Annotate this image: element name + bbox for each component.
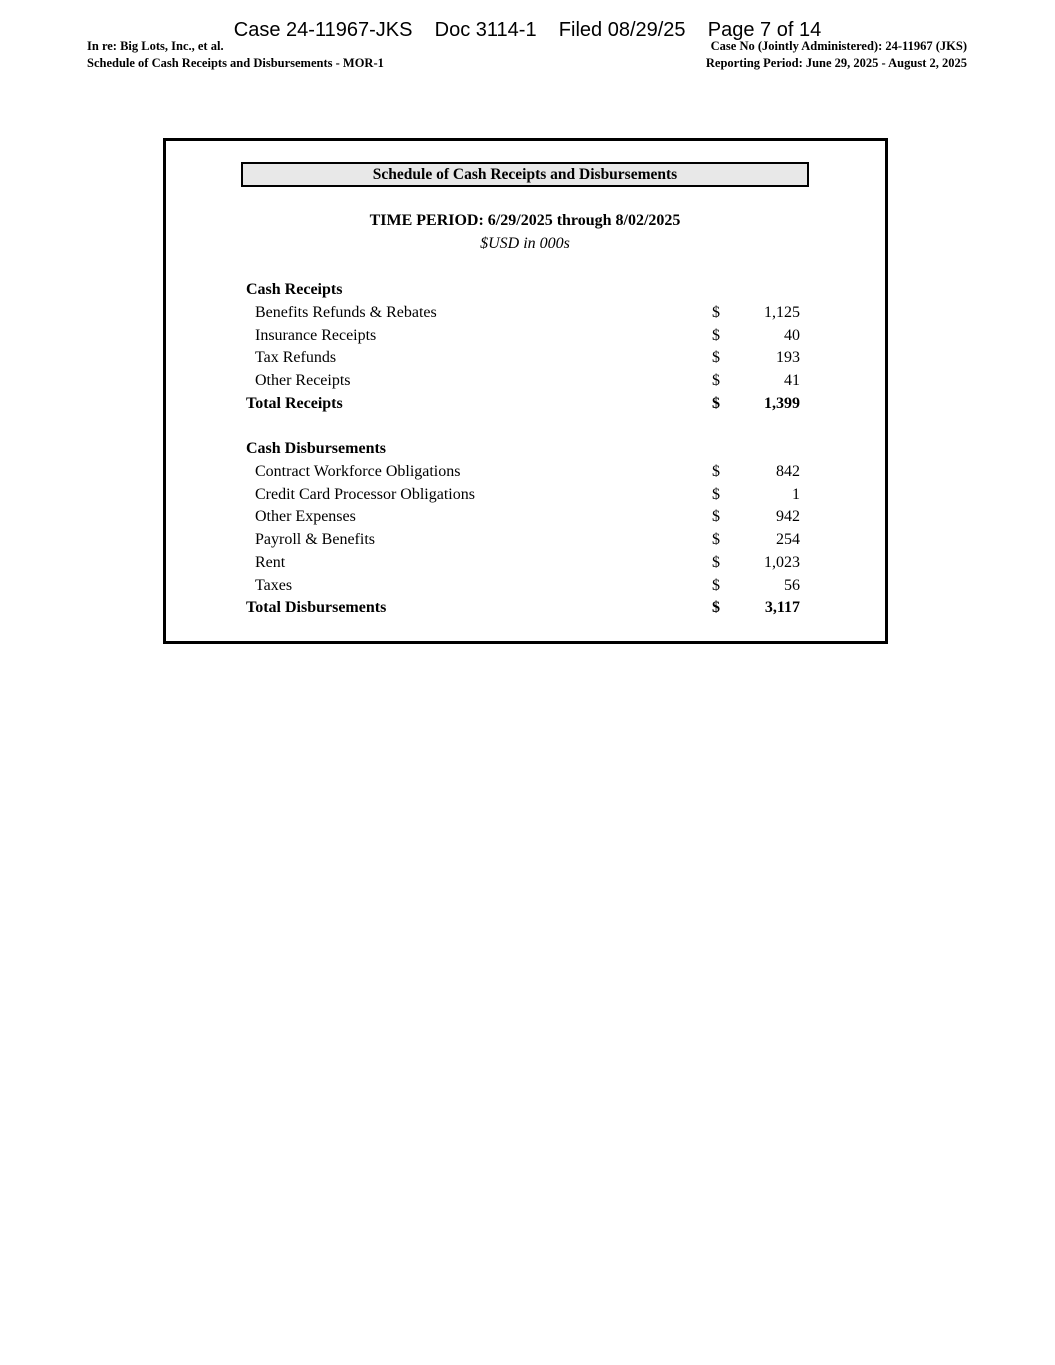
currency-symbol: $ xyxy=(712,304,720,321)
disbursements-heading: Cash Disbursements xyxy=(246,440,387,457)
currency-symbol: $ xyxy=(712,554,720,571)
header-right xyxy=(706,38,967,72)
line-item-amount: 942 xyxy=(776,508,800,525)
currency-symbol: $ xyxy=(712,327,720,344)
total-receipts-label: Total Receipts xyxy=(246,395,343,412)
header-left xyxy=(87,38,384,72)
time-period: TIME PERIOD: 6/29/2025 through 8/02/2025 xyxy=(369,212,681,229)
document-title: Schedule of Cash Receipts and Disbursements - MOR-1 xyxy=(87,56,384,70)
receipts-heading: Cash Receipts xyxy=(246,281,343,298)
line-item-amount: 193 xyxy=(776,349,800,366)
total-disbursements-row xyxy=(246,596,802,619)
case-number: Case No (Jointly Administered): 24-11967 (JKS) xyxy=(710,39,967,53)
line-item-amount: 842 xyxy=(776,463,800,480)
line-item-label: Credit Card Processor Obligations xyxy=(255,486,475,503)
line-item-amount: 56 xyxy=(784,577,800,594)
currency-symbol: $ xyxy=(712,599,720,616)
table-row xyxy=(246,551,802,574)
currency-symbol: $ xyxy=(712,577,720,594)
line-item-amount: 40 xyxy=(784,327,800,344)
line-item-amount: 41 xyxy=(784,372,800,389)
currency-symbol: $ xyxy=(712,349,720,366)
table-row xyxy=(246,346,802,369)
table-row xyxy=(246,574,802,597)
line-item-label: Benefits Refunds & Rebates xyxy=(255,304,437,321)
line-item-label: Contract Workforce Obligations xyxy=(255,463,461,480)
disbursements-heading-row xyxy=(246,437,802,460)
total-receipts-amount: 1,399 xyxy=(764,395,800,412)
table-row xyxy=(246,369,802,392)
line-item-label: Taxes xyxy=(255,577,293,594)
table-row xyxy=(246,301,802,324)
total-disbursements-amount: 3,117 xyxy=(764,599,800,616)
total-receipts-row xyxy=(246,392,802,415)
currency-symbol: $ xyxy=(712,395,720,412)
line-item-label: Payroll & Benefits xyxy=(255,531,375,548)
court-filing-stamp: Case 24-11967-JKS Doc 3114-1 Filed 08/29/25 Page 7 of 14 xyxy=(233,19,822,41)
currency-symbol: $ xyxy=(712,372,720,389)
currency-symbol: $ xyxy=(712,463,720,480)
line-item-amount: 254 xyxy=(776,531,800,548)
table-row xyxy=(246,324,802,347)
total-disbursements-label: Total Disbursements xyxy=(246,599,387,616)
line-item-amount: 1,125 xyxy=(764,304,800,321)
reporting-period: Reporting Period: June 29, 2025 - August 2, 2025 xyxy=(705,56,967,70)
case-caption: In re: Big Lots, Inc., et al. xyxy=(87,39,224,53)
currency-symbol: $ xyxy=(712,486,720,503)
receipts-heading-row xyxy=(246,278,802,301)
line-item-amount: 1 xyxy=(792,486,800,503)
table-row xyxy=(246,528,802,551)
schedule-title: Schedule of Cash Receipts and Disbursements xyxy=(241,162,809,187)
line-item-label: Other Receipts xyxy=(255,372,351,389)
line-item-label: Rent xyxy=(255,554,286,571)
table-row xyxy=(246,460,802,483)
line-item-amount: 1,023 xyxy=(764,554,800,571)
units-note: $USD in 000s xyxy=(480,235,570,252)
line-item-label: Other Expenses xyxy=(255,508,356,525)
table-row xyxy=(246,505,802,528)
currency-symbol: $ xyxy=(712,531,720,548)
line-item-label: Insurance Receipts xyxy=(255,327,377,344)
table-row xyxy=(246,483,802,506)
line-item-label: Tax Refunds xyxy=(255,349,337,366)
currency-symbol: $ xyxy=(712,508,720,525)
